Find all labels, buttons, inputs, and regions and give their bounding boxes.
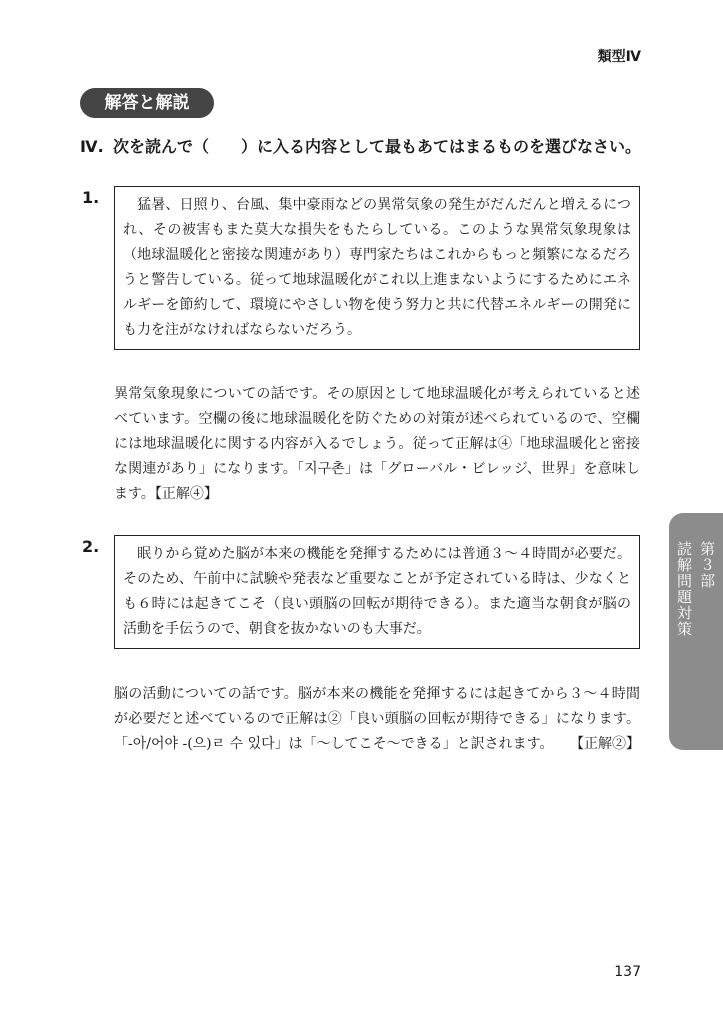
item-number-2: 2. [82, 537, 100, 556]
explanation-text-2: 脳の活動についての話です。脳が本来の機能を発揮するには起きてから３～４時間が必要だと述べているので正解は②「良い頭脳の回転が期待できる」になります。「-아/어야 -(으)ㄹ 수 있다」は「～してこそ～できる」と訳されます。 [114, 686, 640, 752]
side-tab-title: 読解問題対策 [675, 541, 693, 637]
explanation-2 [114, 682, 640, 757]
answer-label-2: 【正解②】 [570, 736, 640, 752]
side-tab-part: 第３部 [698, 541, 716, 589]
answer-label-1: 【正解④】 [154, 486, 218, 502]
question-instruction [80, 134, 643, 160]
explanation-1 [114, 382, 640, 507]
reading-passage-2: 眠りから覚めた脳が本来の機能を発揮するためには普通３～４時間が必要だ。そのため、午前中に試験や発表など重要なことが予定されている時は、少なくとも６時には起きてこそ（良い頭脳の回転が期待できる）。また適当な朝食が脳の活動を手伝うので、朝食を抜かないのも大事だ。 [114, 535, 640, 649]
part-side-tab [669, 513, 723, 750]
question-text: 次を読んで（ ）に入る内容として最もあてはまるものを選びなさい。 [113, 137, 642, 156]
reading-passage-1: 猛暑、日照り、台風、集中豪雨などの異常気象の発生がだんだんと増えるにつれ、その被害もまた莫大な損失をもたらしている。このような異常気象現象は（地球温暖化と密接な関連があり）専門家たちはこれからもっと頻繁になるだろうと警告している。従って地球温暖化がこれ以上進まないようにするためにエネルギーを節約して、環境にやさしい物を使う努力と共に代替エネルギーの開発にも力を注がなければならないだろう。 [114, 186, 640, 350]
explanation-text-1: 異常気象現象についての話です。その原因として地球温暖化が考えられていると述べています。空欄の後に地球温暖化を防ぐための対策が述べられているので、空欄には地球温暖化に関する内容が入るでしょう。従って正解は④「地球温暖化と密接な関連があり」になります。「지구촌」は「グローバル・ビレッジ、世界」を意味します。 [114, 386, 640, 502]
question-number: Ⅳ. [80, 137, 104, 156]
chapter-type-label: 類型Ⅳ [597, 49, 641, 65]
page-number: 137 [614, 964, 641, 980]
item-number-1: 1. [82, 188, 100, 207]
section-heading-pill: 解答と解説 [80, 88, 214, 118]
